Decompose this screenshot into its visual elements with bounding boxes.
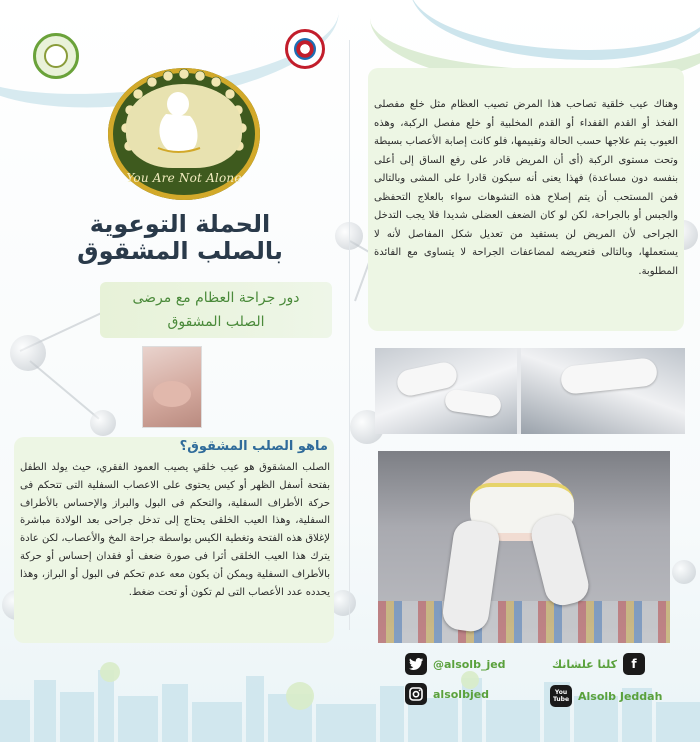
facebook-icon: f (623, 653, 645, 675)
molecule-bond (29, 360, 99, 419)
orthopedics-text: وهناك عيب خلقية تصاحب هذا المرض تصيب العظام مثل خلع مفصلى الفخذ أو القدم القفداء أو القدم المخلبية أو خلع مفصل الركبة، وهذه العيوب يتم علاجها حسب الحالة وتقييمها، فلو كانت إصابة الأعصاب بسيطة وتحت مستوى الركبة (أى أن المريض قادر على رفع الساق إلى أعلى بنفسه دون مساعدة) فهذا يعنى أنه سيكون قادرا على المشى وبالتالى فمن المستحب أن يتم إصلاح هذه التشوهات سواء بالعلاج التحفظى والجبس أو بالجراحة، لكن لو كان الضعف العضلى شديدا فلا يجب التدخل الجراحى لأن المريض لن يستفيد من تعديل شكل المفاصل لأنه لا يستعملها، وبالتالى فتعريضه لمضاعفات الجراحة لا يتساوى مع الفائدة المطلوبة. (374, 99, 678, 277)
twitter-handle: @alsolb_jed (433, 657, 506, 671)
leg-cast (560, 357, 658, 395)
twitter-icon (405, 653, 427, 675)
association-logo (33, 33, 79, 79)
molecule-sphere (672, 560, 696, 584)
leg-casts-photo (375, 348, 685, 434)
cast-photo-right (521, 348, 685, 434)
molecule-sphere (10, 335, 46, 371)
clubfoot-photo (142, 346, 202, 428)
campaign-title-line: الحملة التوعوية (89, 210, 271, 238)
spina-bifida-heading: ماهو الصلب المشقوق؟ (179, 439, 328, 454)
facebook-page-name: كلنا علشانك (552, 657, 618, 671)
facebook-link[interactable] (552, 653, 645, 675)
campaign-title-line: بالصلب المشقوق (77, 237, 283, 265)
foot-shape (153, 381, 191, 407)
instagram-icon (405, 683, 427, 705)
panel-divider (349, 40, 350, 630)
twitter-link[interactable] (405, 653, 506, 675)
youtube-icon-label: You Tube (552, 689, 570, 703)
leg-cast (444, 388, 503, 418)
campaign-title (60, 211, 300, 265)
instagram-link[interactable] (405, 683, 489, 705)
baby-with-casts-photo (378, 451, 670, 643)
subtitle-line: الصلب المشقوق (167, 314, 265, 330)
hospital-logo (281, 27, 329, 79)
subtitle-line: دور جراحة العظام مع مرضى (132, 290, 300, 306)
spina-bifida-text: الصلب المشقوق هو عيب خلقي يصيب العمود الفقري، حيث يولد الطفل بفتحة أسفل الظهر أو كيس يحتوى على الاعصاب السفلية التى تتحكم فى حركة الأطراف السفلية، والتحكم فى البول والبراز والإحساس بالأطراف السفلية، وهذا العيب الخلقى يحتاج إلى تدخل جراحى بعد الولادة مباشرة لإغلاق هذه الفتحة وتغطية الكيس بواسطة جراحة المخ والأعصاب، لكن عادة يترك هذا العيب الخلقى أثرا فى صورة ضعف أو فقدان إحساس أو حركة بالأطراف السفلية ويمكن أن يكون معه عدم تحكم فى البول أو البراز، وهذا يحدده عدد الأعصاب التى لم تكون أو تحت ضغط. (20, 462, 330, 598)
youtube-channel-name: Alsolb Jeddah (578, 689, 663, 703)
cast-photo-left (375, 348, 517, 434)
youtube-icon (550, 685, 572, 707)
molecule-sphere (90, 410, 116, 436)
instagram-handle: alsolbjed (433, 687, 490, 701)
play-mat (378, 601, 670, 643)
leg-cast (528, 511, 592, 609)
hospital-logo-core (294, 38, 316, 60)
association-logo-emblem (44, 44, 68, 68)
emblem-slogan: You Are Not Alone (126, 171, 242, 185)
youtube-link[interactable] (550, 685, 662, 707)
campaign-emblem (108, 68, 260, 200)
brochure-subtitle (104, 286, 328, 334)
baby-silhouette-icon (148, 90, 208, 156)
